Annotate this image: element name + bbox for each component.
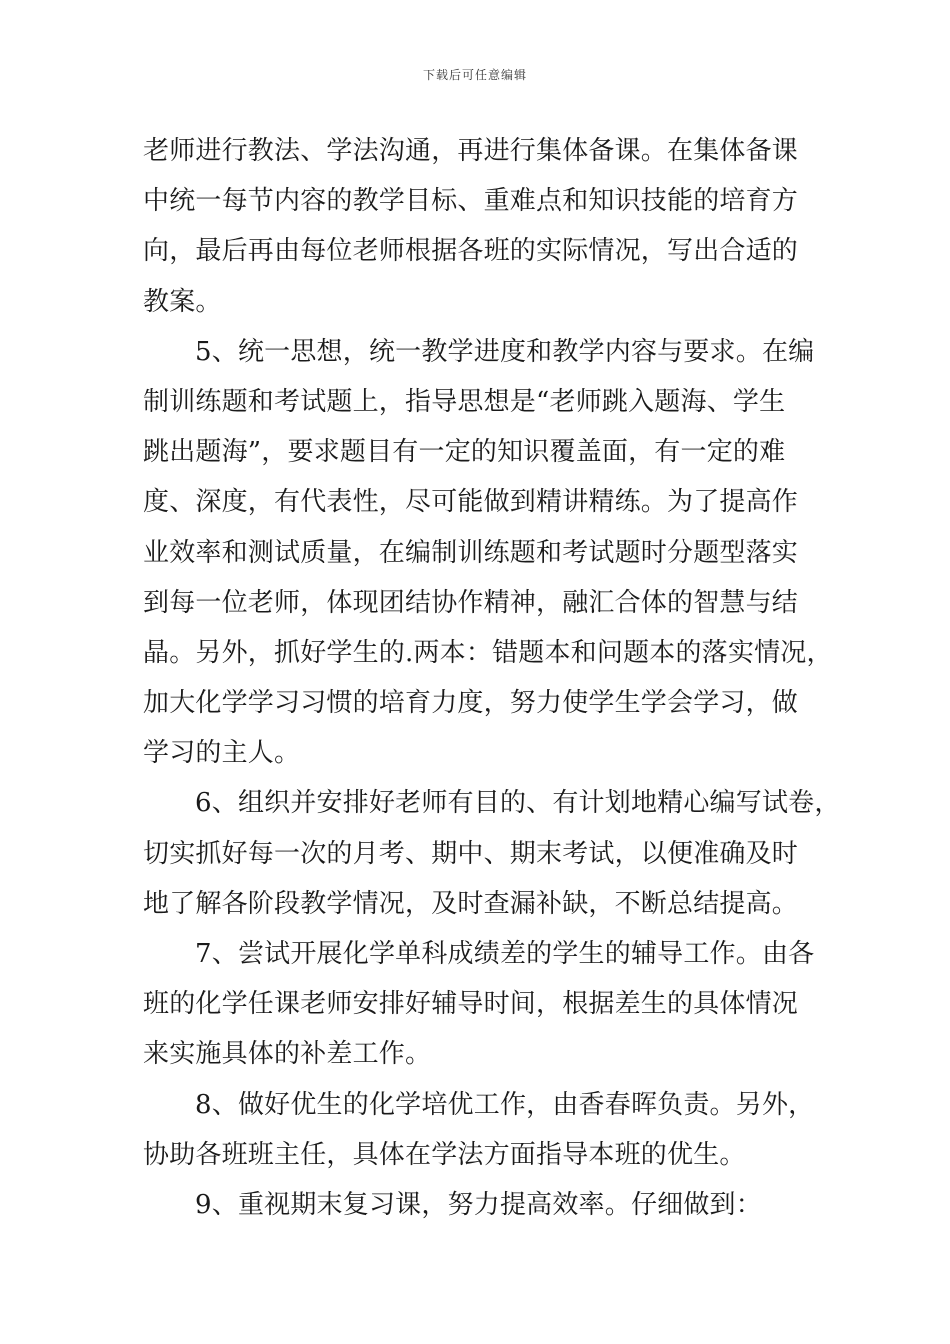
text-line: 切实抓好每一次的月考、期中、期末考试，以便准确及时 — [143, 838, 799, 869]
text-line: 中统一每节内容的教学目标、重难点和知识技能的培育方 — [143, 186, 799, 217]
text-line: 制训练题和考试题上，指导思想是“老师跳入题海、学生 — [143, 386, 786, 417]
paragraph-start-line: 5、统一思想，统一教学进度和教学内容与要求。在编 — [195, 336, 815, 367]
paragraph-start-line: 9、重视期末复习课，努力提高效率。仔细做到： — [195, 1189, 762, 1220]
text-line: 教案。 — [143, 286, 222, 317]
text-line: 班的化学任课老师安排好辅导时间，根据差生的具体情况 — [143, 989, 799, 1020]
paragraph-start-line: 8、做好优生的化学培优工作，由香春晖负责。另外， — [195, 1089, 815, 1120]
document-body — [143, 126, 841, 1230]
text-line: 度、深度，有代表性，尽可能做到精讲精练。为了提高作 — [143, 487, 799, 518]
text-line: 来实施具体的补差工作。 — [143, 1039, 432, 1070]
text-line: 晶。另外，抓好学生的.两本：错题本和问题本的落实情况， — [143, 637, 833, 668]
page-header: 下载后可任意编辑 — [422, 68, 527, 82]
paragraph-start-line: 6、组织并安排好老师有目的、有计划地精心编写试卷， — [195, 788, 841, 819]
text-line: 加大化学学习习惯的培育力度，努力使学生学会学习，做 — [143, 688, 799, 719]
text-line: 老师进行教法、学法沟通，再进行集体备课。在集体备课 — [143, 136, 799, 166]
text-line: 学习的主人。 — [143, 738, 301, 769]
text-line: 到每一位老师，体现团结协作精神，融汇合体的智慧与结 — [143, 587, 799, 618]
text-line: 协助各班班主任，具体在学法方面指导本班的优生。 — [143, 1139, 746, 1170]
text-line: 地了解各阶段教学情况，及时查漏补缺，不断总结提高。 — [143, 888, 799, 919]
text-line: 向，最后再由每位老师根据各班的实际情况，写出合适的 — [143, 236, 799, 267]
text-line: 跳出题海”，要求题目有一定的知识覆盖面，有一定的难 — [143, 437, 786, 468]
paragraph-start-line: 7、尝试开展化学单科成绩差的学生的辅导工作。由各 — [195, 939, 815, 969]
text-line: 业效率和测试质量，在编制训练题和考试题时分题型落实 — [143, 537, 799, 568]
